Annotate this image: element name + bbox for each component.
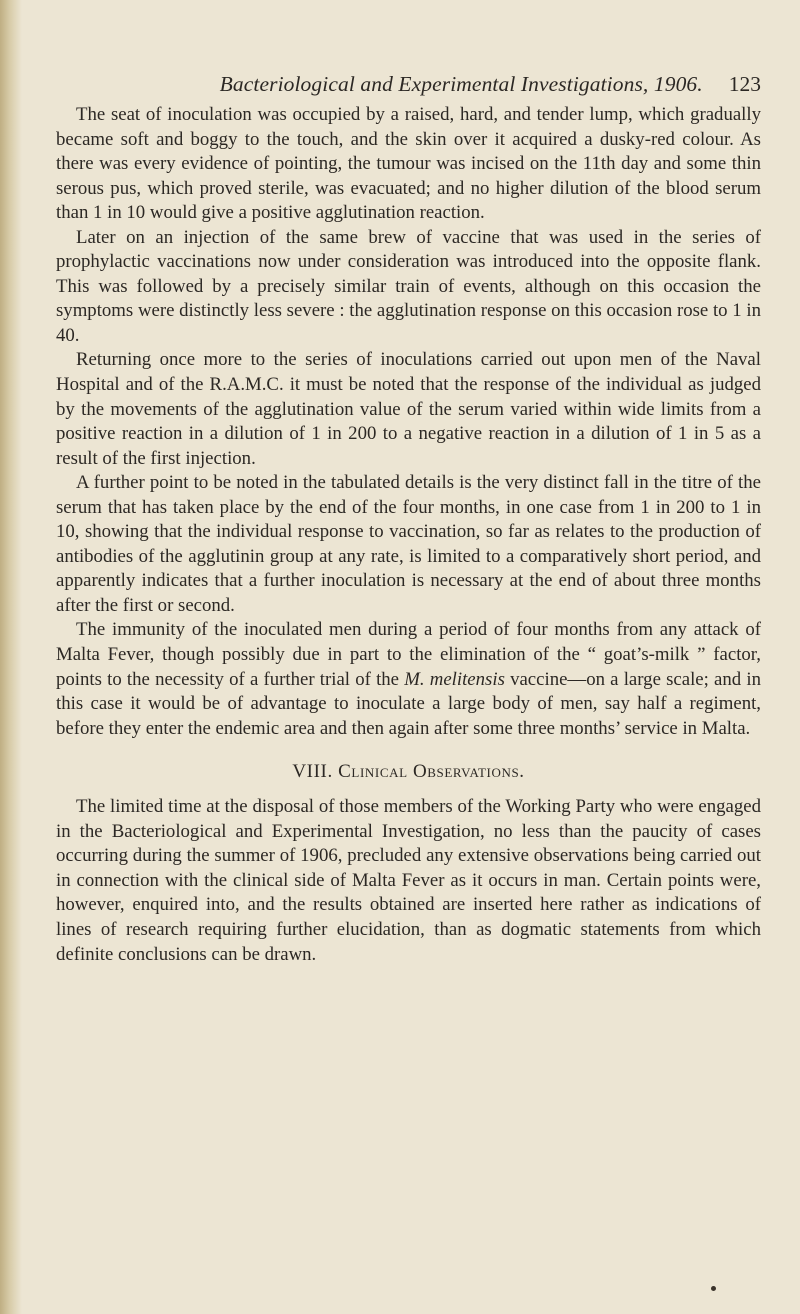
- running-head-title: Bacteriological and Experimental Investigations, 1906.: [219, 72, 703, 96]
- ink-speck: [711, 1286, 716, 1291]
- section-title: Clinical Observations.: [338, 761, 525, 783]
- paragraph-immunity: [56, 618, 761, 741]
- immunity-text-after: vaccine—on a large scale; and in this case it would be of advantage to inoculate a large body of men, say half a regiment, before they enter the endemic area and then again after some three months’ service in Malta.: [56, 668, 761, 739]
- page-binding-edge: [0, 0, 22, 1314]
- body-text: [56, 103, 761, 967]
- paragraph-naval-hospital-response: Returning once more to the series of inoculations carried out upon men of the Naval Hospital and of the R.A.M.C. it must be noted that the response of the individual as judged by the movements of the agglutination value of the serum varied within wide limits from a positive reaction in a dilution of 1 in 200 to a negative reaction in a dilution of 1 in 5 as a result of the first injection.: [56, 349, 761, 469]
- book-page: [56, 72, 761, 967]
- paragraph-clinical-observations: The limited time at the disposal of those members of the Working Party who were engaged in the Bacteriological and Experimental Investigation, no less than the paucity of cases occurring during the summer of 1906, precluded any extensive observations being carried out in connection with the clinical side of Malta Fever as it occurs in man. Certain points were, however, enquired into, and the results obtained are inserted here rather as indications of lines of research requiring further elucidation, than as dogmatic statements from which definite conclusions can be drawn.: [56, 796, 761, 965]
- page-number: 123: [728, 72, 761, 96]
- paragraph-titre-fall: A further point to be noted in the tabulated details is the very distinct fall in the titre of the serum that has taken place by the end of the four months, in one case from 1 in 200 to 1 in 10, showing that the individual response to vaccination, so far as relates to the production of antibodies of the agglutinin group at any rate, is limited to a comparatively short period, and apparently indicates that a further inoculation is necessary at the end of about three months after the first or second.: [56, 472, 761, 616]
- immunity-text-before: The immunity of the inoculated men during a period of four months from any attack of Malta Fever, though possibly due in part to the elimination of the “ goat’s-milk ” factor, points to the necessity of a further trial of the: [56, 619, 761, 690]
- section-numeral: VIII.: [292, 761, 333, 783]
- section-heading: [56, 760, 761, 784]
- paragraph-second-injection: Later on an injection of the same brew of vaccine that was used in the series of prophylactic vaccinations now under consideration was introduced into the opposite flank. This was followed by a precisely similar train of events, although on this occasion the symptoms were distinctly less severe : the agglutination response on this occasion rose to 1 in 40.: [56, 226, 761, 346]
- species-name: M. melitensis: [404, 668, 505, 690]
- paragraph-inoculation-seat: The seat of inoculation was occupied by a raised, hard, and tender lump, which gradually became soft and boggy to the touch, and the skin over it acquired a dusky-red colour. As there was every evidence of pointing, the tumour was incised on the 11th day and some thin serous pus, which proved sterile, was evacuated; and no higher dilution of the blood serum than 1 in 10 would give a positive agglutination reaction.: [56, 104, 761, 224]
- running-head: [106, 72, 761, 102]
